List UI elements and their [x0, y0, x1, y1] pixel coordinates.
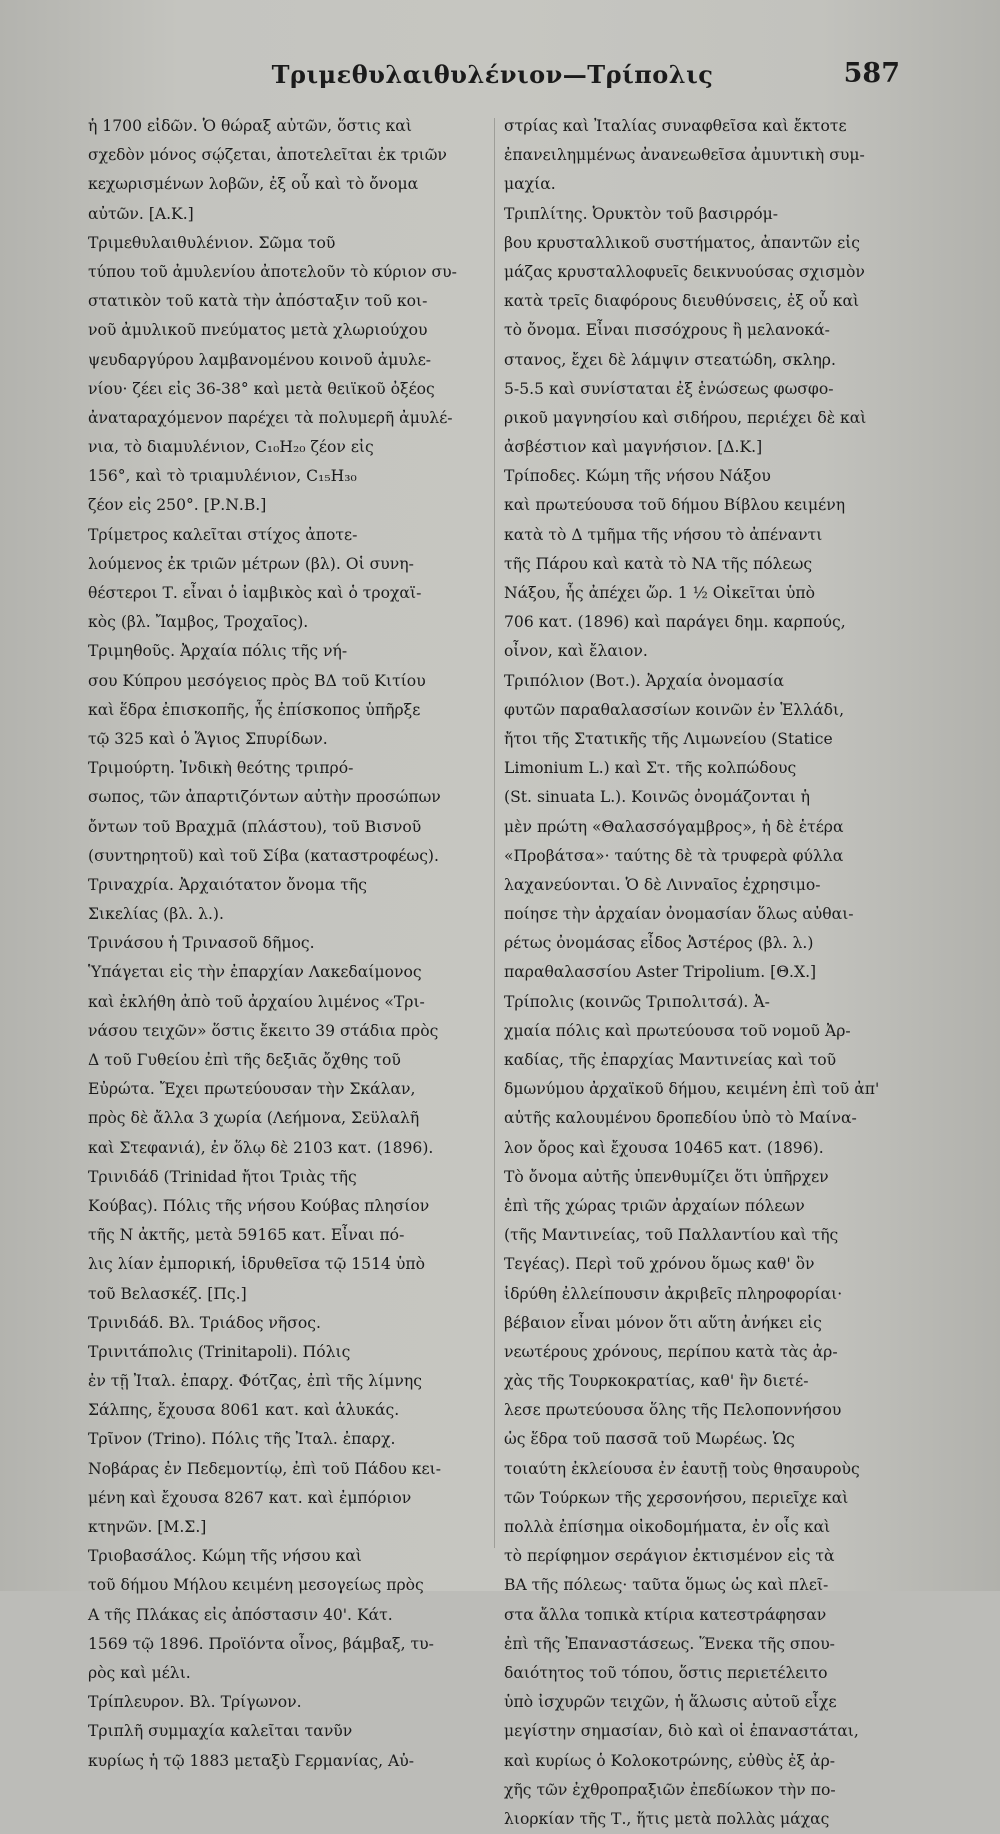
text-line: ποίησε τὴν ἀρχαίαν ὀνομασίαν ὅλως αὐθαι- — [504, 905, 854, 924]
text-line: ἐν τῇ Ἰταλ. ἐπαρχ. Φότζας, ἐπὶ τῆς λίμνης — [88, 1372, 422, 1391]
text-line: σου Κύπρου μεσόγειος πρὸς ΒΔ τοῦ Κιτίου — [88, 671, 426, 690]
text-line: στανος, ἔχει δὲ λάμψιν στεατώδη, σκληρ. — [504, 350, 836, 369]
text-line: ἐπὶ τῆς χώρας τριῶν ἀρχαίων πόλεων — [504, 1196, 805, 1215]
text-line: χμαία πόλις καὶ πρωτεύουσα τοῦ νομοῦ Ἀρ- — [504, 1021, 851, 1040]
text-line: (συντηρητοῦ) καὶ τοῦ Σίβα (καταστροφέως). — [88, 846, 439, 865]
left-column — [88, 112, 488, 1770]
text-line: νεωτέρους χρόνους, περίπου κατὰ τὰς ἀρ- — [504, 1342, 838, 1361]
text-line: μάζας κρυσταλλοφυεῖς δεικνυούσας σχισμὸν — [504, 262, 865, 281]
text-line: ἡ 1700 εἰδῶν. Ὁ θώραξ αὐτῶν, ὅστις καὶ — [88, 117, 412, 135]
text-line: 5-5.5 καὶ συνίσταται ἐξ ἑνώσεως φωσφο- — [504, 379, 834, 398]
page-number: 587 — [843, 58, 900, 89]
text-line: πρὸς δὲ ἄλλα 3 χωρία (Λεήμονα, Σεϋλαλῆ — [88, 1109, 420, 1128]
text-line: νοῦ ἀμυλικοῦ πνεύματος μετὰ χλωριούχου — [88, 321, 428, 340]
text-line: Τριπλίτης. Ὀρυκτὸν τοῦ βασιρρόμ- — [504, 204, 779, 223]
text-line: καὶ ἐκλήθη ἀπὸ τοῦ ἀρχαίου λιμένος «Τρι- — [88, 992, 425, 1011]
text-line: (St. sinuata L.). Κοινῶς ὀνομάζονται ἡ — [504, 788, 810, 807]
text-line: ἐπανειλημμένως ἀνανεωθεῖσα ἀμυντικὴ συμ- — [504, 146, 865, 165]
text-line: Τρινάσου ἡ Τρινασοῦ δῆμος. — [88, 934, 315, 953]
text-line: τοῦ δήμου Μήλου κειμένη μεσογείως πρὸς — [88, 1576, 424, 1595]
text-line: τοῦ Βελασκέζ. [Πς.] — [88, 1284, 247, 1303]
text-line: ὄντων τοῦ Βραχμᾶ (πλάστου), τοῦ Βισνοῦ — [88, 817, 422, 836]
text-line: 1569 τῷ 1896. Προϊόντα οἶνος, βάμβαξ, τυ- — [88, 1634, 434, 1653]
text-line: κτηνῶν. [Μ.Σ.] — [88, 1518, 207, 1536]
text-line: Τρίπολις (κοινῶς Τριπολιτσά). Ἀ- — [504, 992, 770, 1011]
text-line: ρικοῦ μαγνησίου καὶ σιδήρου, περιέχει δὲ καὶ — [504, 408, 867, 427]
text-line: κυρίως ἡ τῷ 1883 μεταξὺ Γερμανίας, Αὐ- — [88, 1751, 415, 1770]
text-line: «Προβάτσα»· ταύτης δὲ τὰ τρυφερὰ φύλλα — [504, 846, 844, 865]
text-line: καὶ κυρίως ὁ Κολοκοτρώνης, εὐθὺς ἐξ ἀρ- — [504, 1751, 836, 1770]
text-line: δμωνύμου ἀρχαϊκοῦ δήμου, κειμένη ἐπὶ τοῦ ἀπ' — [504, 1080, 880, 1099]
text-line: Τριπόλιον (Βοτ.). Ἀρχαία ὀνομασία — [504, 671, 784, 690]
text-line: Τριναχρία. Ἀρχαιότατον ὄνομα τῆς — [88, 875, 367, 894]
text-line: Τρίπλευρον. Βλ. Τρίγωνον. — [88, 1693, 302, 1712]
text-line: ἐπὶ τῆς Ἐπαναστάσεως. Ἕνεκα τῆς σπου- — [504, 1634, 835, 1653]
text-line: ΒΑ τῆς πόλεως· ταῦτα ὅμως ὡς καὶ πλεῖ- — [504, 1576, 829, 1595]
running-head: Τριμεθυλαιθυλένιον—Τρίπολις — [271, 60, 714, 89]
text-line: Τρινιδάδ (Trinidad ἤτοι Τριὰς τῆς — [88, 1167, 357, 1186]
text-line: ἀναταραχόμενον παρέχει τὰ πολυμερῆ ἀμυλέ- — [88, 408, 453, 427]
text-line: λιορκίαν τῆς Τ., ἥτις μετὰ πολλὰς μάχας — [504, 1809, 830, 1828]
text-line: Τρίποδες. Κώμη τῆς νήσου Νάξου — [504, 467, 771, 486]
page-header — [85, 58, 900, 98]
text-line: καὶ Στεφανιά), ἐν ὅλῳ δὲ 2103 κατ. (1896). — [88, 1138, 434, 1157]
text-line: Τριοβασάλος. Κώμη τῆς νήσου καὶ — [88, 1547, 362, 1566]
text-line: τὸ ὄνομα. Εἶναι πισσόχρους ἢ μελανοκά- — [504, 321, 830, 340]
text-line: τὸ περίφημον σεράγιον ἐκτισμένον εἰς τὰ — [504, 1547, 835, 1566]
text-line: βέβαιον εἶναι μόνον ὅτι αὕτη ἀνήκει εἰς — [504, 1313, 822, 1332]
text-line: μὲν πρώτη «Θαλασσόγαμβρος», ἡ δὲ ἑτέρα — [504, 817, 844, 836]
text-line: καὶ πρωτεύουσα τοῦ δήμου Βίβλου κειμένη — [504, 496, 846, 515]
text-line: μεγίστην σημασίαν, διὸ καὶ οἱ ἐπαναστάται, — [504, 1722, 859, 1741]
text-line: στατικὸν τοῦ κατὰ τὴν ἀπόσταξιν τοῦ κοι- — [88, 292, 428, 311]
text-line: ἤτοι τῆς Στατικῆς τῆς Λιμωνείου (Statice — [504, 729, 833, 748]
text-line: ἱδρύθη ἐλλείπουσιν ἀκριβεῖς πληροφορίαι· — [504, 1284, 843, 1303]
text-line: μένη καὶ ἔχουσα 8267 κατ. καὶ ἐμπόριον — [88, 1488, 412, 1507]
text-line: στρίας καὶ Ἰταλίας συναφθεῖσα καὶ ἔκτοτε — [504, 117, 847, 135]
text-line: σωπος, τῶν ἀπαρτιζόντων αὐτὴν προσώπων — [88, 788, 441, 807]
text-line: 156°, καὶ τὸ τριαμυλένιον, C₁₅H₃₀ — [88, 467, 357, 486]
text-line: ρέτως ὀνομάσας εἶδος Ἀστέρος (βλ. λ.) — [504, 934, 814, 953]
text-line: (τῆς Μαντινείας, τοῦ Παλλαντίου καὶ τῆς — [504, 1226, 839, 1245]
text-line: στα ἄλλα τοπικὰ κτίρια κατεστράφησαν — [504, 1605, 827, 1624]
text-line: Δ τοῦ Γυθείου ἐπὶ τῆς δεξιᾶς ὄχθης τοῦ — [88, 1051, 401, 1069]
text-line: κατὰ τρεῖς διαφόρους διευθύνσεις, ἐξ οὗ καὶ — [504, 292, 860, 311]
text-line: λον ὄρος καὶ ἔχουσα 10465 κατ. (1896). — [504, 1138, 824, 1157]
text-line: Νάξου, ἧς ἀπέχει ὥρ. 1 ½ Οἰκεῖται ὑπὸ — [504, 584, 815, 602]
text-line: Τριμηθοῦς. Ἀρχαία πόλις τῆς νή- — [88, 642, 348, 661]
text-line: καδίας, τῆς ἐπαρχίας Μαντινείας καὶ τοῦ — [504, 1051, 837, 1069]
text-line: ὑπὸ ἰσχυρῶν τειχῶν, ἡ ἅλωσις αὐτοῦ εἶχε — [504, 1693, 837, 1712]
text-line: σχεδὸν μόνος σῴζεται, ἀποτελεῖται ἐκ τριῶν — [88, 146, 447, 165]
text-line: τύπου τοῦ ἀμυλενίου ἀποτελοῦν τὸ κύριον συ- — [88, 262, 457, 281]
text-line: νάσου τειχῶν» ὅστις ἔκειτο 39 στάδια πρὸς — [88, 1021, 439, 1040]
text-line: ρὸς καὶ μέλι. — [88, 1663, 191, 1682]
text-line: Τρινιτάπολις (Trinitapoli). Πόλις — [88, 1342, 351, 1361]
text-line: Νοβάρας ἐν Πεδεμοντίῳ, ἐπὶ τοῦ Πάδου κει- — [88, 1459, 441, 1478]
text-line: Ὑπάγεται εἰς τὴν ἐπαρχίαν Λακεδαίμονος — [88, 963, 422, 982]
text-line: ὡς ἕδρα τοῦ πασσᾶ τοῦ Μωρέως. Ὡς — [504, 1430, 795, 1449]
text-line: αὐτῆς καλουμένου δροπεδίου ὑπὸ τὸ Μαίνα- — [504, 1109, 857, 1128]
text-line: θέστεροι Τ. εἶναι ὁ ἰαμβικὸς καὶ ὁ τροχαϊ- — [88, 584, 422, 602]
text-line: Εὐρώτα. Ἔχει πρωτεύουσαν τὴν Σκάλαν, — [88, 1080, 416, 1099]
text-line: καὶ ἕδρα ἐπισκοπῆς, ἧς ἐπίσκοπος ὑπῆρξε — [88, 700, 421, 719]
text-line: Σάλπης, ἔχουσα 8061 κατ. καὶ ἁλυκάς. — [88, 1401, 400, 1420]
text-line: νίου· ζέει εἰς 36-38° καὶ μετὰ θειϊκοῦ ὀξέος — [88, 379, 435, 398]
text-line: παραθαλασσίου Aster Tripolium. [Θ.Χ.] — [504, 963, 817, 982]
text-line: λις λίαν ἐμπορική, ἱδρυθεῖσα τῷ 1514 ὑπὸ — [88, 1255, 425, 1274]
text-line: πολλὰ ἐπίσημα οἰκοδομήματα, ἐν οἷς καὶ — [504, 1518, 831, 1536]
text-line: λεσε πρωτεύουσα ὅλης τῆς Πελοποννήσου — [504, 1401, 842, 1420]
text-line: κὸς (βλ. Ἴαμβος, Τροχαῖος). — [88, 613, 309, 632]
text-line: Τρῖνον (Trino). Πόλις τῆς Ἰταλ. ἐπαρχ. — [88, 1430, 396, 1449]
text-line: τοιαύτη ἐκλείουσα ἐν ἑαυτῇ τοὺς θησαυροὺς — [504, 1459, 860, 1478]
text-line: τῆς Ν ἀκτῆς, μετὰ 59165 κατ. Εἶναι πό- — [88, 1226, 405, 1245]
text-line: Τριπλῆ συμμαχία καλεῖται τανῦν — [88, 1722, 353, 1741]
text-line: κατὰ τὸ Δ τμῆμα τῆς νήσου τὸ ἀπέναντι — [504, 525, 823, 544]
text-line: ἀσβέστιον καὶ μαγνήσιον. [Δ.Κ.] — [504, 438, 763, 457]
text-line: Limonium L.) καὶ Στ. τῆς κολπώδους — [504, 759, 797, 778]
right-column — [504, 112, 904, 1828]
text-line: λαχανεύονται. Ὁ δὲ Λινναῖος ἐχρησιμο- — [504, 875, 821, 894]
text-line: Α τῆς Πλάκας εἰς ἀπόστασιν 40'. Κάτ. — [88, 1605, 393, 1624]
text-line: Σικελίας (βλ. λ.). — [88, 905, 224, 924]
text-line: 706 κατ. (1896) καὶ παράγει δημ. καρπούς, — [504, 613, 846, 632]
text-line: Τριμούρτη. Ἰνδικὴ θεότης τριπρό- — [88, 759, 354, 778]
text-line: λούμενος ἐκ τριῶν μέτρων (βλ). Οἱ συνη- — [88, 554, 414, 573]
text-line: χῆς τῶν ἐχθροπραξιῶν ἐπεδίωκον τὴν πο- — [504, 1780, 836, 1799]
text-line: τῆς Πάρου καὶ κατὰ τὸ ΝΑ τῆς πόλεως — [504, 554, 813, 573]
text-line: ζέον εἰς 250°. [Ρ.Ν.Β.] — [88, 496, 267, 515]
text-line: τῶν Τούρκων τῆς χερσονήσου, περιεῖχε καὶ — [504, 1488, 849, 1507]
text-line: τῷ 325 καὶ ὁ Ἅγιος Σπυρίδων. — [88, 729, 328, 748]
text-line: φυτῶν παραθαλασσίων κοινῶν ἐν Ἑλλάδι, — [504, 700, 845, 719]
text-line: χὰς τῆς Τουρκοκρατίας, καθ' ἣν διετέ- — [504, 1372, 809, 1391]
text-line: Τεγέας). Περὶ τοῦ χρόνου ὅμως καθ' ὃν — [504, 1255, 815, 1274]
text-line: Τρινιδάδ. Βλ. Τριάδος νῆσος. — [88, 1313, 321, 1332]
text-line: κεχωρισμένων λοβῶν, ἐξ οὗ καὶ τὸ ὄνομα — [88, 175, 419, 194]
text-line: Τριμεθυλαιθυλένιον. Σῶμα τοῦ — [88, 233, 336, 252]
column-divider — [494, 118, 495, 1548]
text-line: Τρίμετρος καλεῖται στίχος ἀποτε- — [88, 525, 358, 544]
text-line: ψευδαργύρου λαμβανομένου κοινοῦ ἀμυλε- — [88, 350, 432, 369]
text-line: αὐτῶν. [Α.Κ.] — [88, 204, 194, 223]
text-line: νια, τὸ διαμυλένιον, C₁₀H₂₀ ζέον εἰς — [88, 438, 374, 457]
text-line: Τὸ ὄνομα αὐτῆς ὑπενθυμίζει ὅτι ὑπῆρχεν — [504, 1167, 829, 1186]
text-line: Κούβας). Πόλις τῆς νήσου Κούβας πλησίον — [88, 1196, 430, 1215]
text-line: μαχία. — [504, 175, 556, 194]
text-line: βου κρυσταλλικοῦ συστήματος, ἀπαντῶν εἰς — [504, 233, 861, 252]
text-line: οἶνον, καὶ ἔλαιον. — [504, 642, 648, 661]
text-line: δαιότητος τοῦ τόπου, ὅστις περιετέλειτο — [504, 1663, 828, 1682]
